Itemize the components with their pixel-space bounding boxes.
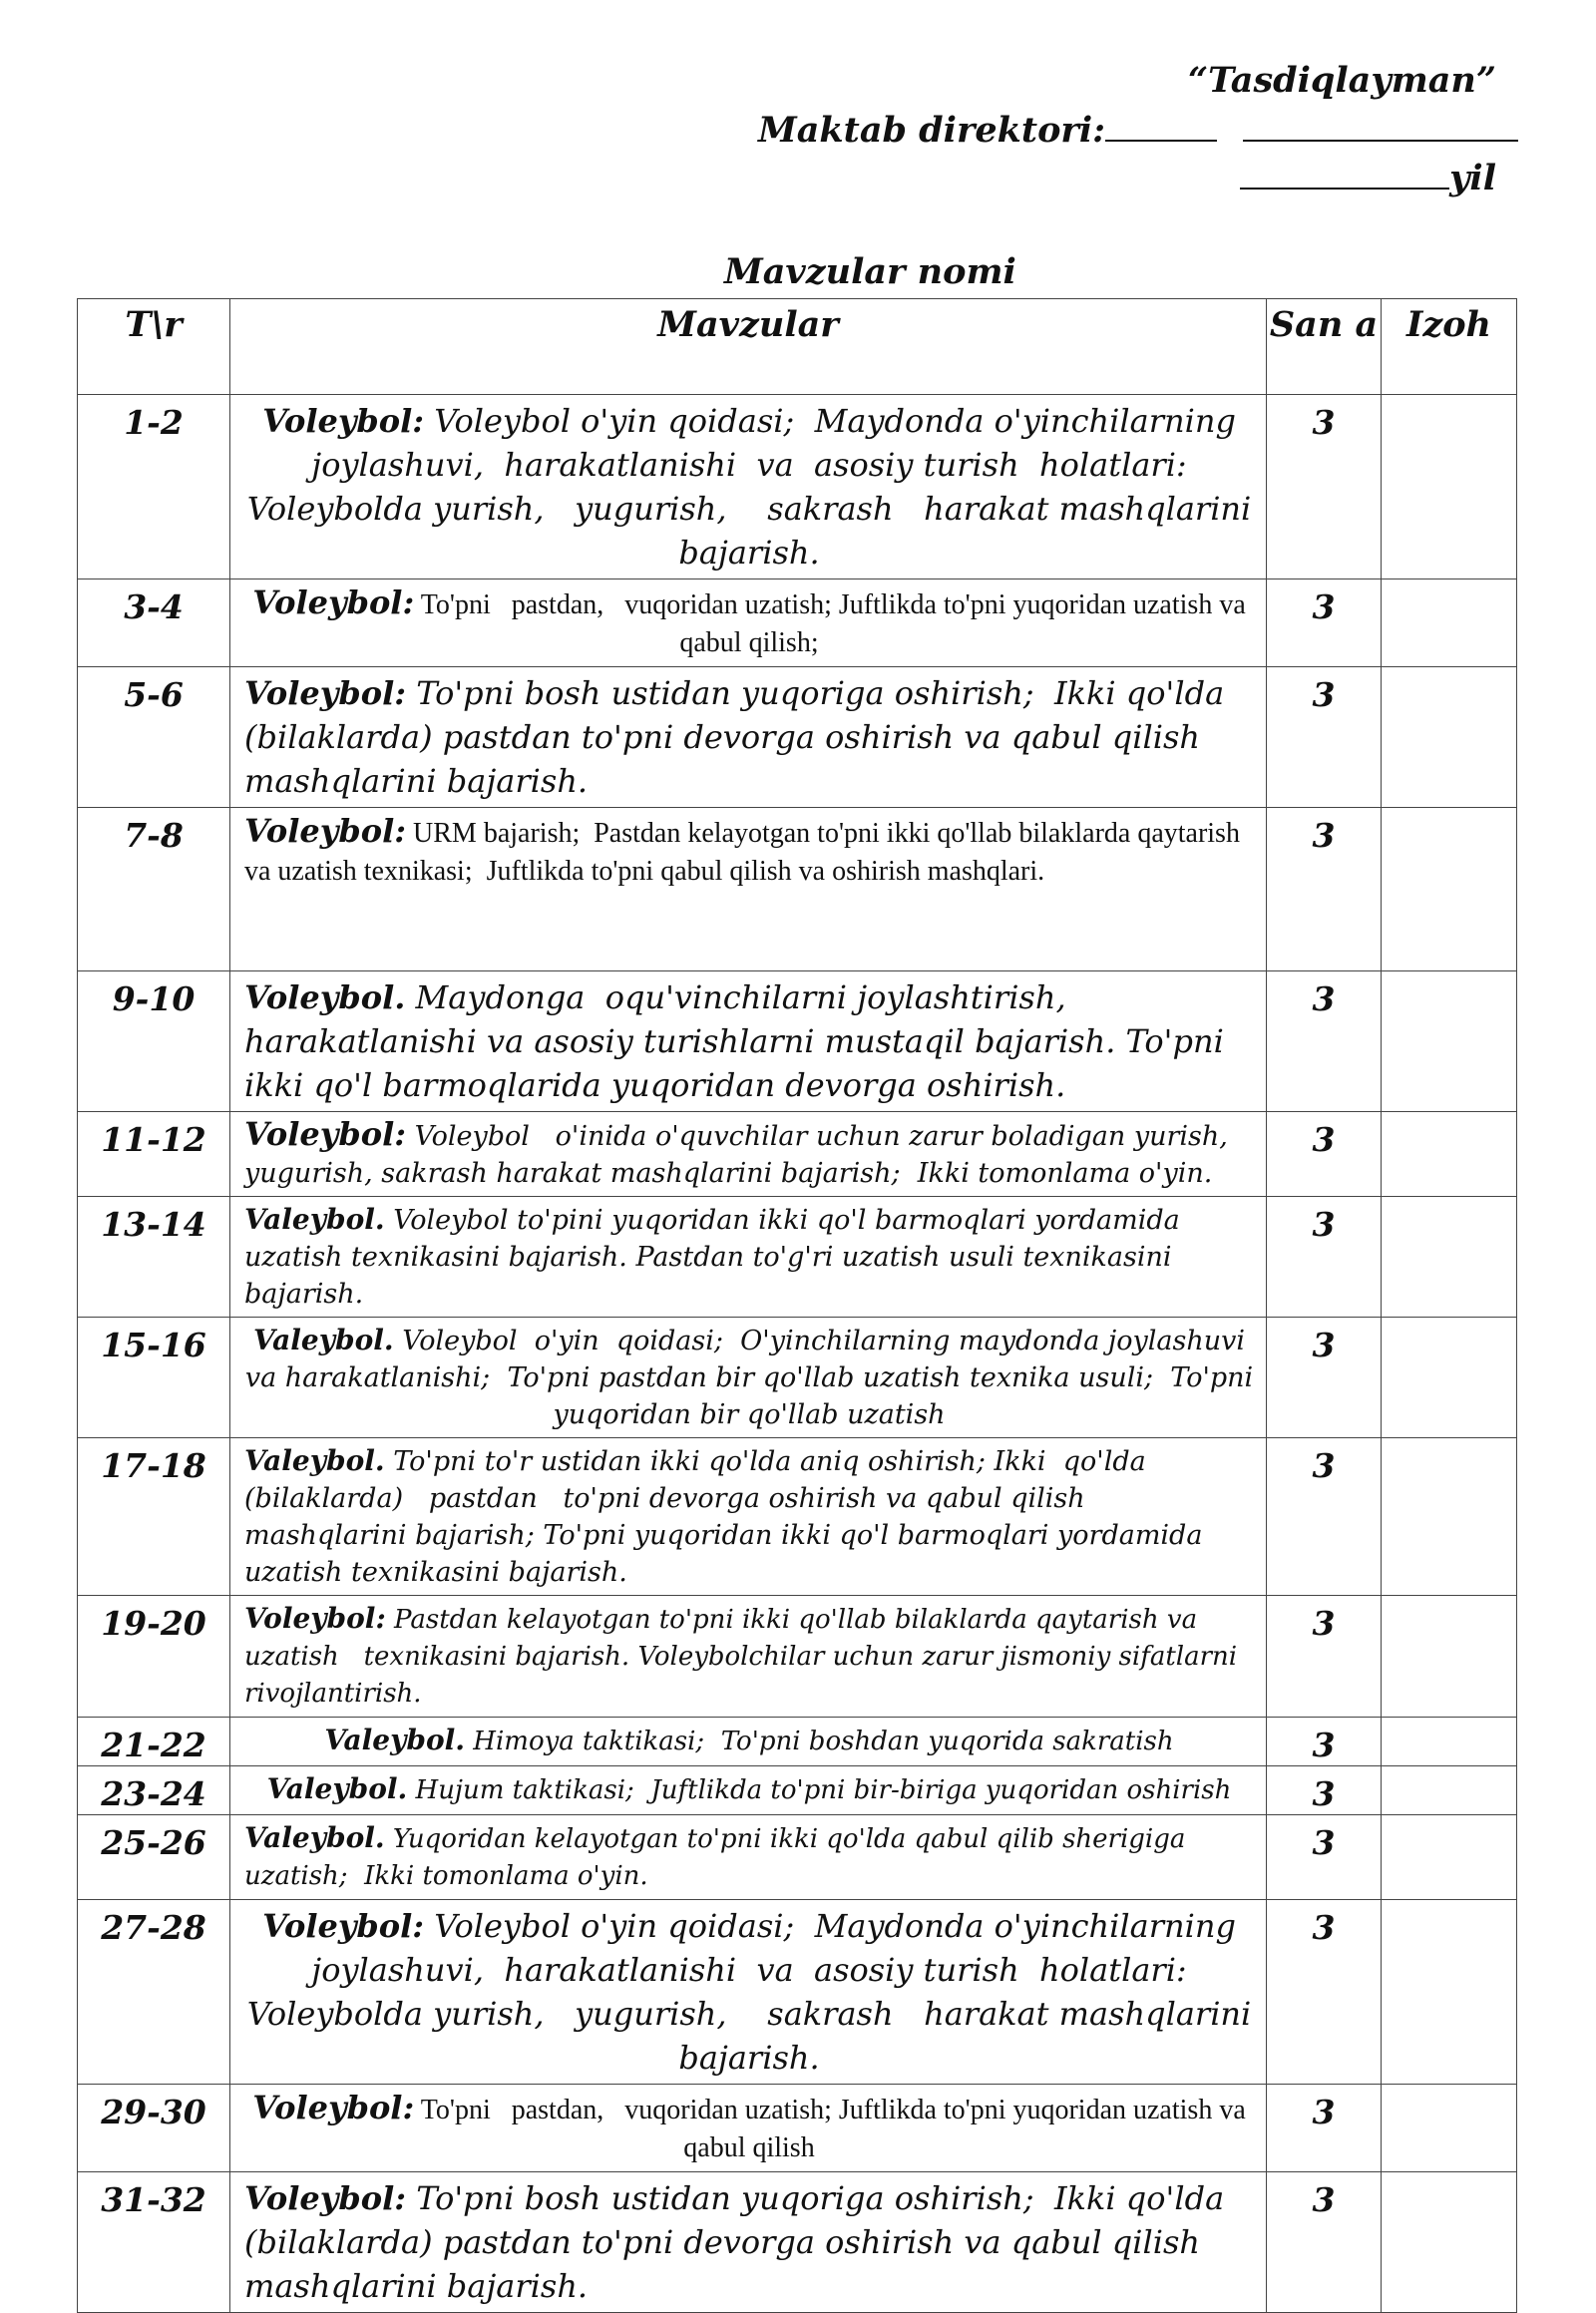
row-number: 21-22 xyxy=(78,1718,230,1766)
table-row xyxy=(78,971,1517,1112)
row-topic xyxy=(230,1112,1267,1197)
topic-keyword: Voleybol. xyxy=(244,978,406,1016)
topic-text: To'pni bosh ustidan yuqoriga oshirish; Ikki qo'lda (bilaklarda) pastdan to'pni devorga oshirish va qabul qilish mashqlarini bajarish. xyxy=(244,674,1235,800)
row-note xyxy=(1382,1766,1517,1815)
topic-text: Himoya taktikasi; To'pni boshdan yuqorida sakratish xyxy=(465,1727,1174,1756)
topic-text: To'pni to'r ustidan ikki qo'lda aniq oshirish; Ikki qo'lda (bilaklarda) pastdan to'pni devorga oshirish va qabul qilish mashqlarini bajarish; To'pni yuqoridan ikki qo'l barmoqlari yordamida uzatish texnikasini bajarish. xyxy=(244,1446,1212,1588)
row-topic xyxy=(230,2172,1267,2313)
topic-keyword: Voleybol: xyxy=(244,1115,407,1153)
row-number: 9-10 xyxy=(78,971,230,1112)
row-note xyxy=(1382,2085,1517,2172)
table-row xyxy=(78,579,1517,667)
row-date: 3 xyxy=(1267,1318,1382,1438)
row-note xyxy=(1382,1718,1517,1766)
approval-heading: “Tasdiqlayman” xyxy=(1187,60,1496,101)
row-topic xyxy=(230,808,1267,971)
row-topic xyxy=(230,667,1267,808)
topic-text: Voleybol o'yin qoidasi; Maydonda o'yinchilarning joylashuvi, harakatlanishi va asosiy turish holatlari: Voleybolda yurish, yugurish, sakrash harakat mashqlarini bajarish. xyxy=(246,402,1262,572)
row-topic xyxy=(230,1766,1267,1815)
column-header-number: T\r xyxy=(78,299,230,395)
table-row xyxy=(78,667,1517,808)
row-number: 13-14 xyxy=(78,1197,230,1318)
topic-keyword: Valeybol. xyxy=(244,1444,385,1477)
row-number: 17-18 xyxy=(78,1438,230,1596)
year-blank xyxy=(1240,158,1449,190)
row-note xyxy=(1382,2172,1517,2313)
row-number: 3-4 xyxy=(78,579,230,667)
topic-keyword: Valeybol. xyxy=(252,1324,394,1356)
topic-text: To'pni bosh ustidan yuqoriga oshirish; Ikki qo'lda (bilaklarda) pastdan to'pni devorga oshirish va qabul qilish mashqlarini bajarish. xyxy=(244,2179,1235,2305)
row-number: 7-8 xyxy=(78,808,230,971)
topic-text: Voleybol o'inida o'quvchilar uchun zarur boladigan yurish, yugurish, sakrash harakat mashqlarini bajarish; Ikki tomonlama o'yin. xyxy=(244,1121,1237,1189)
row-topic xyxy=(230,1815,1267,1900)
row-note xyxy=(1382,395,1517,579)
topic-keyword: Valeybol. xyxy=(244,1203,385,1236)
column-header-topics: Mavzular xyxy=(230,299,1267,395)
director-signature-line xyxy=(758,110,1518,152)
row-number: 23-24 xyxy=(78,1766,230,1815)
row-topic xyxy=(230,1900,1267,2085)
column-header-note: Izoh xyxy=(1382,299,1517,395)
table-row xyxy=(78,808,1517,971)
year-suffix: yil xyxy=(1449,158,1496,198)
row-date: 3 xyxy=(1267,1718,1382,1766)
row-note xyxy=(1382,1596,1517,1718)
row-note xyxy=(1382,1197,1517,1318)
row-topic xyxy=(230,971,1267,1112)
topic-keyword: Voleybol: xyxy=(244,674,407,712)
row-topic xyxy=(230,395,1267,579)
row-number: 29-30 xyxy=(78,2085,230,2172)
table-row xyxy=(78,1815,1517,1900)
table-row xyxy=(78,1318,1517,1438)
row-note xyxy=(1382,1112,1517,1197)
table-row xyxy=(78,1766,1517,1815)
topic-text: Hujum taktikasi; Juftlikda to'pni bir-biriga yuqoridan oshirish xyxy=(407,1775,1232,1805)
topic-keyword: Voleybol: xyxy=(244,812,407,850)
row-topic xyxy=(230,1318,1267,1438)
topic-keyword: Voleybol: xyxy=(252,583,415,621)
row-number: 25-26 xyxy=(78,1815,230,1900)
row-date: 3 xyxy=(1267,667,1382,808)
table-row xyxy=(78,1596,1517,1718)
row-date: 3 xyxy=(1267,1596,1382,1718)
year-line xyxy=(1240,158,1496,199)
topic-keyword: Valeybol. xyxy=(244,1821,385,1854)
row-note xyxy=(1382,1900,1517,2085)
row-date: 3 xyxy=(1267,1438,1382,1596)
row-date: 3 xyxy=(1267,2085,1382,2172)
topics-table xyxy=(77,298,1517,2313)
table-header-row xyxy=(78,299,1517,395)
topic-keyword: Valeybol. xyxy=(324,1724,466,1756)
signature-blank xyxy=(1105,110,1217,142)
topic-text: Maydonga oqu'vinchilarni joylashtirish, harakatlanishi va asosiy turishlarni mustaqil bajarish. To'pni ikki qo'l barmoqlarida yuqoridan devorga oshirish. xyxy=(244,978,1234,1104)
director-label: Maktab direktori: xyxy=(758,110,1106,151)
topic-keyword: Voleybol: xyxy=(244,1602,386,1635)
row-topic xyxy=(230,1596,1267,1718)
column-header-date: San a xyxy=(1267,299,1382,395)
row-topic xyxy=(230,1718,1267,1766)
topic-text: To'pni pastdan, vuqoridan uzatish; Juftlikda to'pni yuqoridan uzatish va qabul qilish; xyxy=(414,589,1253,658)
table-row xyxy=(78,1438,1517,1596)
row-number: 15-16 xyxy=(78,1318,230,1438)
row-note xyxy=(1382,1318,1517,1438)
topic-keyword: Voleybol: xyxy=(262,1907,425,1945)
topic-text: URM bajarish; Pastdan kelayotgan to'pni ikki qo'llab bilaklarda qaytarish va uzatish texnikasi; Juftlikda to'pni qabul qilish va oshirish mashqlari. xyxy=(244,818,1247,887)
row-date: 3 xyxy=(1267,971,1382,1112)
row-note xyxy=(1382,579,1517,667)
name-blank xyxy=(1243,110,1518,142)
topic-keyword: Voleybol: xyxy=(252,2089,415,2126)
table-row xyxy=(78,2085,1517,2172)
row-note xyxy=(1382,1815,1517,1900)
row-date: 3 xyxy=(1267,1197,1382,1318)
topic-keyword: Voleybol: xyxy=(262,402,425,440)
row-date: 3 xyxy=(1267,808,1382,971)
topic-keyword: Valeybol. xyxy=(266,1772,408,1805)
topic-text: Voleybol to'pini yuqoridan ikki qo'l barmoqlari yordamida uzatish texnikasini bajarish. Pastdan to'g'ri uzatish usuli texnikasini bajarish. xyxy=(244,1205,1189,1310)
row-number: 1-2 xyxy=(78,395,230,579)
row-number: 19-20 xyxy=(78,1596,230,1718)
row-date: 3 xyxy=(1267,1112,1382,1197)
row-number: 11-12 xyxy=(78,1112,230,1197)
row-date: 3 xyxy=(1267,2172,1382,2313)
row-date: 3 xyxy=(1267,1815,1382,1900)
row-number: 27-28 xyxy=(78,1900,230,2085)
topic-text: Voleybol o'yin qoidasi; Maydonda o'yinchilarning joylashuvi, harakatlanishi va asosiy turish holatlari: Voleybolda yurish, yugurish, sakrash harakat mashqlarini bajarish. xyxy=(246,1907,1262,2077)
topic-text: Voleybol o'yin qoidasi; O'yinchilarning maydonda joylashuvi va harakatlanishi; To'pni pastdan bir qo'llab uzatish texnika usuli; To'pni yuqoridan bir qo'llab uzatish xyxy=(244,1326,1262,1430)
table-row xyxy=(78,1718,1517,1766)
row-topic xyxy=(230,579,1267,667)
row-note xyxy=(1382,1438,1517,1596)
topic-keyword: Voleybol: xyxy=(244,2179,407,2217)
row-date: 3 xyxy=(1267,579,1382,667)
row-date: 3 xyxy=(1267,1766,1382,1815)
table-row xyxy=(78,2172,1517,2313)
topic-text: To'pni pastdan, vuqoridan uzatish; Juftlikda to'pni yuqoridan uzatish va qabul qilish xyxy=(414,2095,1253,2163)
table-row xyxy=(78,1112,1517,1197)
row-date: 3 xyxy=(1267,1900,1382,2085)
table-row xyxy=(78,1197,1517,1318)
row-note xyxy=(1382,971,1517,1112)
table-row xyxy=(78,1900,1517,2085)
row-topic xyxy=(230,1197,1267,1318)
row-number: 5-6 xyxy=(78,667,230,808)
topic-text: Yuqoridan kelayotgan to'pni ikki qo'lda qabul qilib sherigiga uzatish; Ikki tomonlama o'yin. xyxy=(244,1824,1194,1891)
topics-title: Mavzular nomi xyxy=(724,251,1016,292)
row-date: 3 xyxy=(1267,395,1382,579)
row-note xyxy=(1382,667,1517,808)
row-number: 31-32 xyxy=(78,2172,230,2313)
row-topic xyxy=(230,2085,1267,2172)
row-topic xyxy=(230,1438,1267,1596)
table-row xyxy=(78,395,1517,579)
row-note xyxy=(1382,808,1517,971)
topic-text: Pastdan kelayotgan to'pni ikki qo'llab bilaklarda qaytarish va uzatish texnikasini bajarish. Voleybolchilar uchun zarur jismoniy sifatlarni rivojlantirish. xyxy=(244,1605,1246,1709)
